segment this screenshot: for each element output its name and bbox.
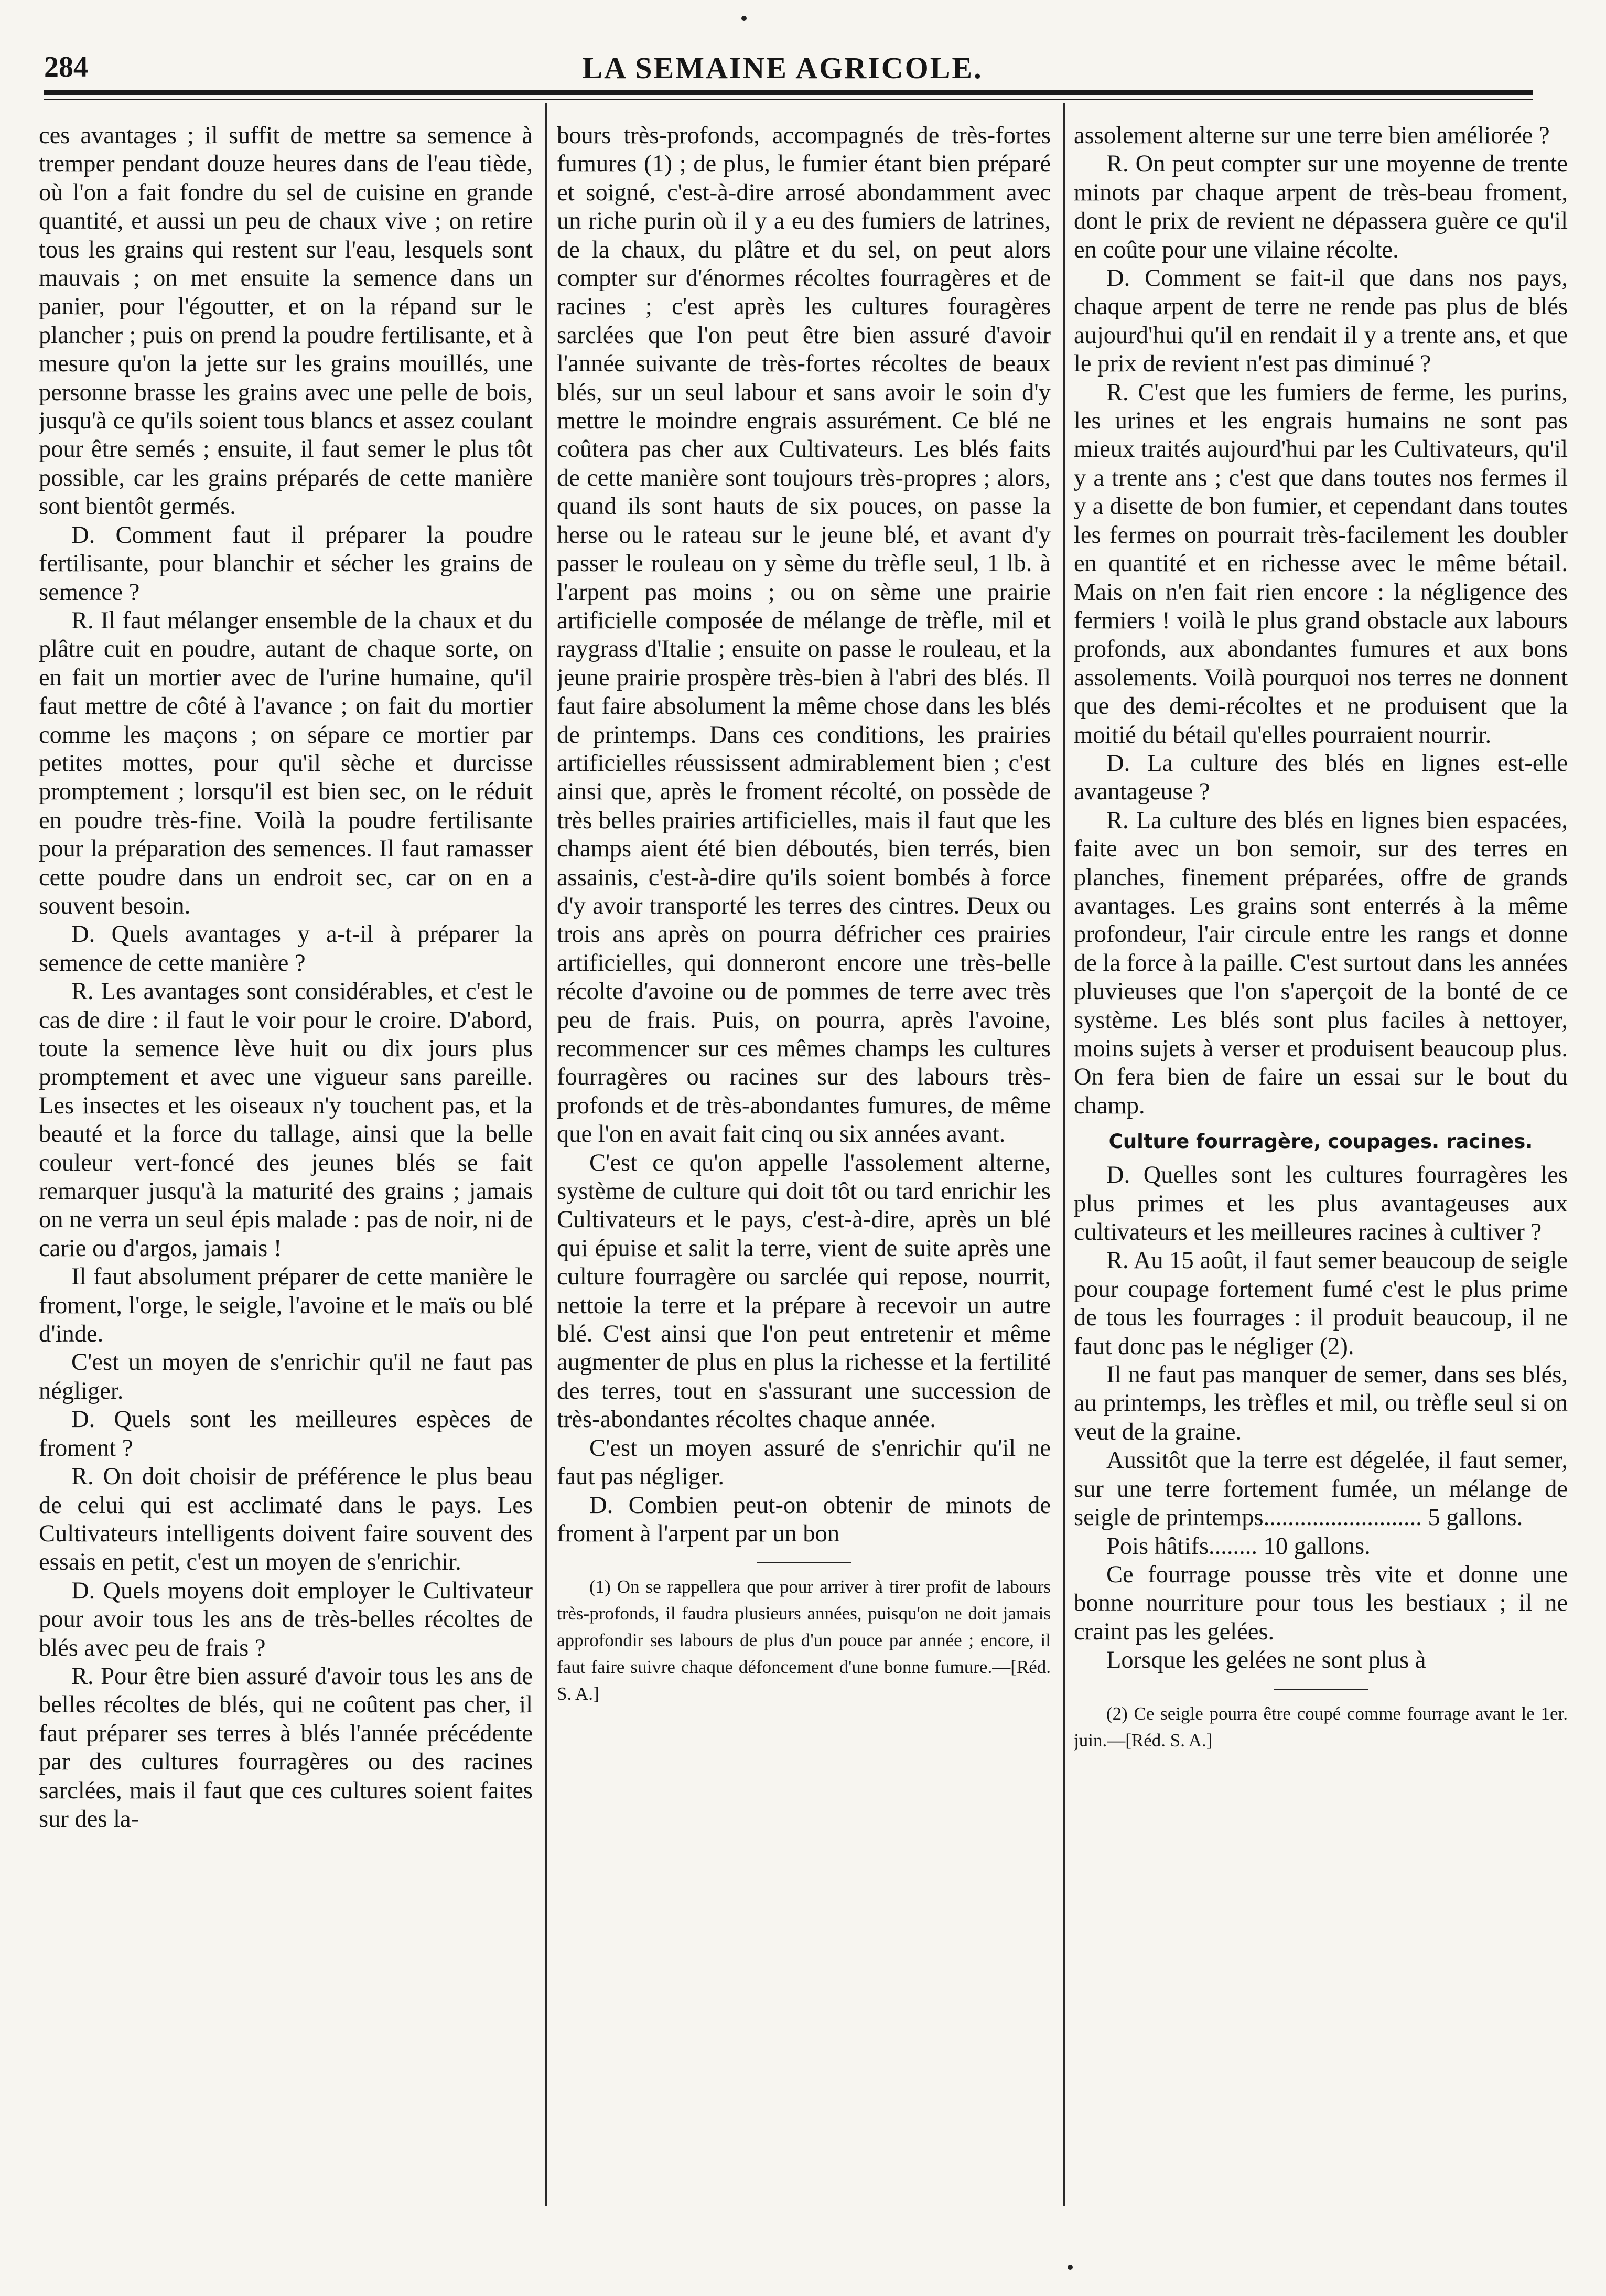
column-2	[557, 122, 1051, 2240]
question-paragraph: D. La culture des blés en lignes est-elle avantageuse ?	[1074, 749, 1568, 806]
footnote-rule	[1274, 1689, 1368, 1690]
answer-paragraph: R. Il faut mélanger ensemble de la chaux et du plâtre cuit en poudre, autant de chaque sorte, on en fait un mortier avec de l'urine humaine, qu'il faut mettre de côté à l'avance ; on fait du mortier comme les maçons ; on sépare ce mortier par petites mottes, pour qu'il sèche et durcisse promptement ; lorsqu'il est bien sec, on le réduit en poudre très-fine. Voilà la poudre fertilisante pour la préparation des semences. Il faut ramasser cette poudre dans un endroit sec, car on en a souvent besoin.	[39, 607, 533, 919]
paragraph: Lorsque les gelées ne sont plus à	[1106, 1647, 1426, 1674]
paragraph: Aussitôt que la terre est dégelée, il faut semer, sur une terre fortement fumée, un mélange de seigle de printemps.......................... 5 gallons.	[1074, 1447, 1568, 1531]
paragraph: bours très-profonds, accompagnés de très-fortes fumures (1) ; de plus, le fumier étant bien préparé et soigné, c'est-à-dire arrosé abondamment avec un riche purin où il y a eu des fumiers de latrines, de la chaux, du plâtre et du sel, on peut alors compter sur d'énormes récoltes fourragères et de racines ; c'est après les cultures fouragères sarclées que l'on peut être bien assuré d'avoir l'année suivante de très-fortes récoltes de beaux blés, sur un seul labour et sans avoir le soin d'y mettre le moindre engrais assurément. Ce blé ne coûtera pas cher aux Cultivateurs. Les blés faits de cette manière sont toujours très-propres ; alors, quand ils sont hauts de six pouces, on passe la herse ou le rateau sur le jeune blé, et avant d'y passer le rouleau on y sème du trèfle seul, 1 lb. à l'arpent pas moins ; ou on sème une prairie artificielle composée de mélange de trèfle, mil et raygrass d'Italie ; ensuite on passe le rouleau, et la jeune prairie prospère très-bien à l'abri des blés. Il faut faire absolument la même chose dans les blés de printemps. Dans ces conditions, les prairies artificielles réussissent admirablement bien ; c'est ainsi que, après le froment récolté, on possède de très belles prairies artificielles, mais il faut que les champs aient été bien déboutés, bien terrés, bien assainis, c'est-à-dire qu'ils soient bombés à force d'y avoir transporté les terres des cintres. Deux ou trois ans après on pourra défricher ces prairies artificielles, qui donneront encore une très-belle récolte d'avoine ou de pommes de terre avec très peu de frais. Puis, on pourra, après l'avoine, recommencer sur ces mêmes champs les cultures fourragères ou racines sur des labours très-profonds et de très-abondantes fumures, de même que l'on en avait fait cinq ou six années avant.	[557, 122, 1051, 1148]
question-paragraph: D. Quelles sont les cultures fourragères les plus primes et les plus avantageuses aux cultivateurs et les meilleures racines à cultiver ?	[1074, 1162, 1568, 1246]
paragraph: Il ne faut pas manquer de semer, dans ses blés, au printemps, les trèfles et mil, ou trèfle seul si on veut de la graine.	[1074, 1361, 1568, 1445]
paragraph: C'est un moyen assuré de s'enrichir qu'il ne faut pas négliger.	[557, 1434, 1051, 1490]
question-paragraph: D. Comment se fait-il que dans nos pays, chaque arpent de terre ne rende pas plus de blés aujourd'hui qu'il en rendait il y a trente ans, et que le prix de revient n'est pas diminué ?	[1074, 265, 1568, 378]
print-speck	[741, 16, 747, 21]
question-paragraph: D. Combien peut-on obtenir de minots de froment à l'arpent par un bon	[557, 1492, 1051, 1547]
paragraph: ces avantages ; il suffit de mettre sa semence à tremper pendant douze heures dans de l'eau tiède, où l'on a fait fondre du sel de cuisine en grande quantité, et aussi un peu de chaux vive ; on retire tous les grains qui restent sur l'eau, lesquels sont mauvais ; on met ensuite la semence dans un panier, pour l'égoutter, et on la répand sur le plancher ; puis on prend la poudre fertilisante, et à mesure qu'on la jette sur les grains mouillés, une personne brasse les grains avec une pelle de bois, jusqu'à ce qu'ils soient tous blancs et assez coulant pour être semés ; ensuite, il faut semer le plus tôt possible, car les grains préparés de cette manière sont bientôt germés.	[39, 122, 533, 520]
header-rule-thin	[44, 99, 1533, 100]
paragraph: assolement alterne sur une terre bien améliorée ?	[1074, 122, 1550, 149]
journal-title: LA SEMAINE AGRICOLE.	[582, 51, 983, 85]
answer-paragraph: R. On peut compter sur une moyenne de trente minots par chaque arpent de très-beau froment, dont le prix de revient ne dépassera guère ce qu'il en coûte pour une vilaine récolte.	[1074, 151, 1568, 263]
column-divider	[1063, 103, 1065, 2206]
question-paragraph: D. Quels sont les meilleures espèces de froment ?	[39, 1406, 533, 1462]
column-3	[1074, 122, 1568, 2240]
question-paragraph: D. Quels avantages y a-t-il à préparer la semence de cette manière ?	[39, 921, 533, 977]
paragraph: C'est ce qu'on appelle l'assolement alterne, système de culture qui doit tôt ou tard enrichir les Cultivateurs et le pays, c'est-à-dire, après un blé qui épuise et salit la terre, vient de suite après une culture fourragère ou sarclée qui repose, nourrit, nettoie la terre et la prépare à recevoir un autre blé. C'est ainsi que l'on peut entretenir et même augmenter de plus en plus la richesse et la fertilité des terres, tout en s'assurant une succession de très-abondantes récoltes chaque année.	[557, 1149, 1051, 1433]
paragraph: Pois hâtifs........ 10 gallons.	[1106, 1532, 1371, 1560]
header-rule-thick	[44, 90, 1533, 95]
page-header	[44, 50, 1521, 92]
footnote: (1) On se rappellera que pour arriver à tirer profit de labours très-profonds, il faudra plusieurs années, puisqu'on ne doit jamais approfondir ses labours de plus d'un pouce par année ; encore, il faut faire suivre chaque défoncement d'une bonne fumure.—[Réd. S. A.]	[557, 1576, 1051, 1704]
column-divider	[545, 103, 547, 2206]
print-speck	[1068, 2265, 1073, 2270]
column-1	[39, 122, 533, 2240]
paragraph: C'est un moyen de s'enrichir qu'il ne faut pas négliger.	[39, 1349, 533, 1404]
answer-paragraph: R. La culture des blés en lignes bien espacées, faite avec un bon semoir, sur des terres en planches, finement préparées, offre de grands avantages. Les grains sont enterrés à la même profondeur, l'air circule entre les rangs et donne de la force à la paille. C'est surtout dans les années pluvieuses que l'on s'aperçoit de la bonté de ce système. Les blés sont plus faciles à nettoyer, moins sujets à verser et produisent beaucoup plus. On fera bien de faire un essai sur le bout du champ.	[1074, 807, 1568, 1119]
paragraph: Il faut absolument préparer de cette manière le froment, l'orge, le seigle, l'avoine et le maïs ou blé d'inde.	[39, 1263, 533, 1348]
question-paragraph: D. Comment faut il préparer la poudre fertilisante, pour blanchir et sécher les grains de semence ?	[39, 521, 533, 606]
question-paragraph: D. Quels moyens doit employer le Cultivateur pour avoir tous les ans de très-belles récoltes de blés avec peu de frais ?	[39, 1577, 533, 1661]
answer-paragraph: R. Les avantages sont considérables, et c'est le cas de dire : il faut le voir pour le croire. D'abord, toute la semence lève huit ou dix jours plus promptement et avec une vigueur sans pareille. Les insectes et les oiseaux n'y touchent pas, et la beauté et la force du tallage, ainsi que la belle couleur vert-foncé des jeunes blés se fait remarquer jusqu'à la maturité des grains ; jamais on ne verra un seul épis malade : pas de noir, ni de carie ou d'argos, jamais !	[39, 978, 533, 1262]
answer-paragraph: R. Pour être bien assuré d'avoir tous les ans de belles récoltes de blés, qui ne coûtent pas cher, il faut préparer ses terres à blés l'année précédente par des cultures fourragères ou des racines sarclées, mais il faut que ces cultures soient faites sur des la-	[39, 1662, 533, 1832]
answer-paragraph: R. C'est que les fumiers de ferme, les purins, les urines et les engrais humains ne sont pas mieux traités aujourd'hui par les Cultivateurs, qu'il y a trente ans ; c'est que dans toutes nos fermes il y a disette de bon fumier, et cependant dans toutes les fermes on pourrait très-facilement les doubler en quantité et en richesse avec le même bétail. Mais on n'en fait rien encore : la négligence des fermiers ! voilà le plus grand obstacle aux labours profonds, aux abondantes fumures et aux bons assolements. Voilà pourquoi nos terres ne donnent que des demi-récoltes et ne produisent que la moitié du bétail qu'elles pourraient nourrir.	[1074, 379, 1568, 748]
answer-paragraph: R. Au 15 août, il faut semer beaucoup de seigle pour coupage fortement fumé c'est le plus prime de tous les fourrages : il produit beaucoup, il ne faut donc pas le négliger (2).	[1074, 1247, 1568, 1360]
paragraph: Ce fourrage pousse très vite et donne une bonne nourriture pour tous les bestiaux ; il ne craint pas les gelées.	[1074, 1561, 1568, 1645]
answer-paragraph: R. On doit choisir de préférence le plus beau de celui qui est acclimaté dans le pays. Les Cultivateurs intelligents doivent faire souvent des essais en petit, c'est un moyen de s'enrichir.	[39, 1463, 533, 1576]
section-heading: Culture fourragère, coupages. racines.	[1108, 1130, 1533, 1153]
footnote: (2) Ce seigle pourra être coupé comme fourrage avant le 1er. juin.—[Réd. S. A.]	[1074, 1703, 1568, 1751]
page-number: 284	[44, 51, 88, 83]
footnote-rule	[757, 1562, 851, 1563]
